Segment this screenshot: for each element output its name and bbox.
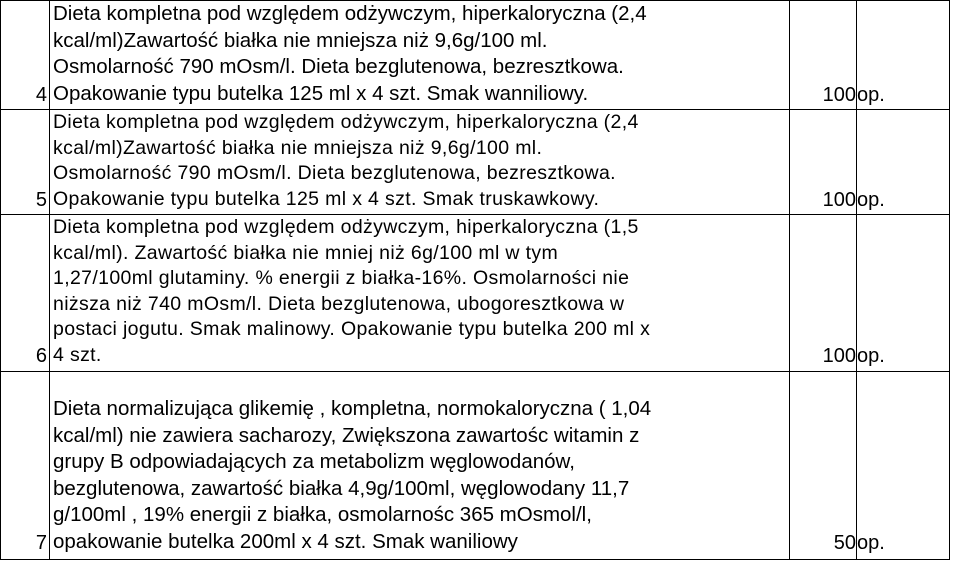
description-line: opakowanie butelka 200ml x 4 szt. Smak waniliowy [53, 529, 518, 553]
unit-cell: op. [857, 215, 950, 372]
description-cell [50, 1, 790, 110]
description-line: kcal/ml)Zawartość białka nie mniejsza niż 9,6g/100 ml. [53, 28, 548, 52]
unit-cell: op. [857, 110, 950, 215]
table-row [1, 1, 950, 110]
description-line: Dieta kompletna pod względem odżywczym, hiperkaloryczna (1,5 [53, 216, 639, 238]
row-number: 7 [1, 372, 50, 560]
table-row [1, 110, 950, 215]
unit-cell: op. [857, 1, 950, 110]
table-row [1, 215, 950, 372]
description-line: 1,27/100ml glutaminy. % energii z białka-16%. Osmolarności nie [53, 267, 630, 289]
description-line: grupy B odpowiadających za metabolizm węglowodanów, [53, 450, 575, 473]
description-line: kcal/ml) nie zawiera sacharozy, Zwiększona zawartośc witamin z [53, 423, 640, 447]
description-line: kcal/ml). Zawartość białka nie mniej niż 6g/100 ml w tym [53, 241, 559, 264]
description-line: Dieta kompletna pod względem odżywczym, hiperkaloryczna (2,4 [53, 111, 639, 133]
description-line: Osmolarność 790 mOsm/l. Dieta bezglutenowa, bezresztkowa. [53, 55, 624, 78]
row-number: 6 [1, 215, 50, 372]
description-line: Dieta normalizująca glikemię , kompletna, normokaloryczna ( 1,04 [53, 397, 652, 420]
description-line: Osmolarność 790 mOsm/l. Dieta bezglutenowa, bezresztkowa. [53, 162, 616, 184]
description-line: Opakowanie typu butelka 125 ml x 4 szt. Smak wanniliowy. [53, 81, 589, 105]
quantity-cell: 100 [790, 1, 857, 110]
description-line: kcal/ml)Zawartość białka nie mniejsza niż 9,6g/100 ml. [53, 136, 543, 159]
quantity-cell: 50 [790, 372, 857, 560]
description-cell [50, 215, 790, 372]
row-number: 5 [1, 110, 50, 215]
description-cell [50, 372, 790, 560]
description-line: bezglutenowa, zawartość białka 4,9g/100ml, węglowodany 11,7 [53, 476, 630, 500]
description-line: niższa niż 740 mOsm/l. Dieta bezglutenowa, ubogoresztkowa w [53, 292, 625, 315]
description-line: g/100ml , 19% energii z białka, osmolarnośc 365 mOsmol/l, [53, 503, 592, 526]
unit-cell: op. [857, 372, 950, 560]
quantity-cell: 100 [790, 110, 857, 215]
description-cell [50, 110, 790, 215]
table-row [1, 372, 950, 560]
description-line: Opakowanie typu butelka 125 ml x 4 szt. Smak truskawkowy. [53, 187, 600, 210]
row-number: 4 [1, 1, 50, 110]
quantity-cell: 100 [790, 215, 857, 372]
description-line: postaci jogutu. Smak malinowy. Opakowanie typu butelka 200 ml x [53, 318, 651, 340]
description-line: 4 szt. [53, 343, 102, 366]
description-line: Dieta kompletna pod względem odżywczym, hiperkaloryczna (2,4 [53, 2, 647, 25]
